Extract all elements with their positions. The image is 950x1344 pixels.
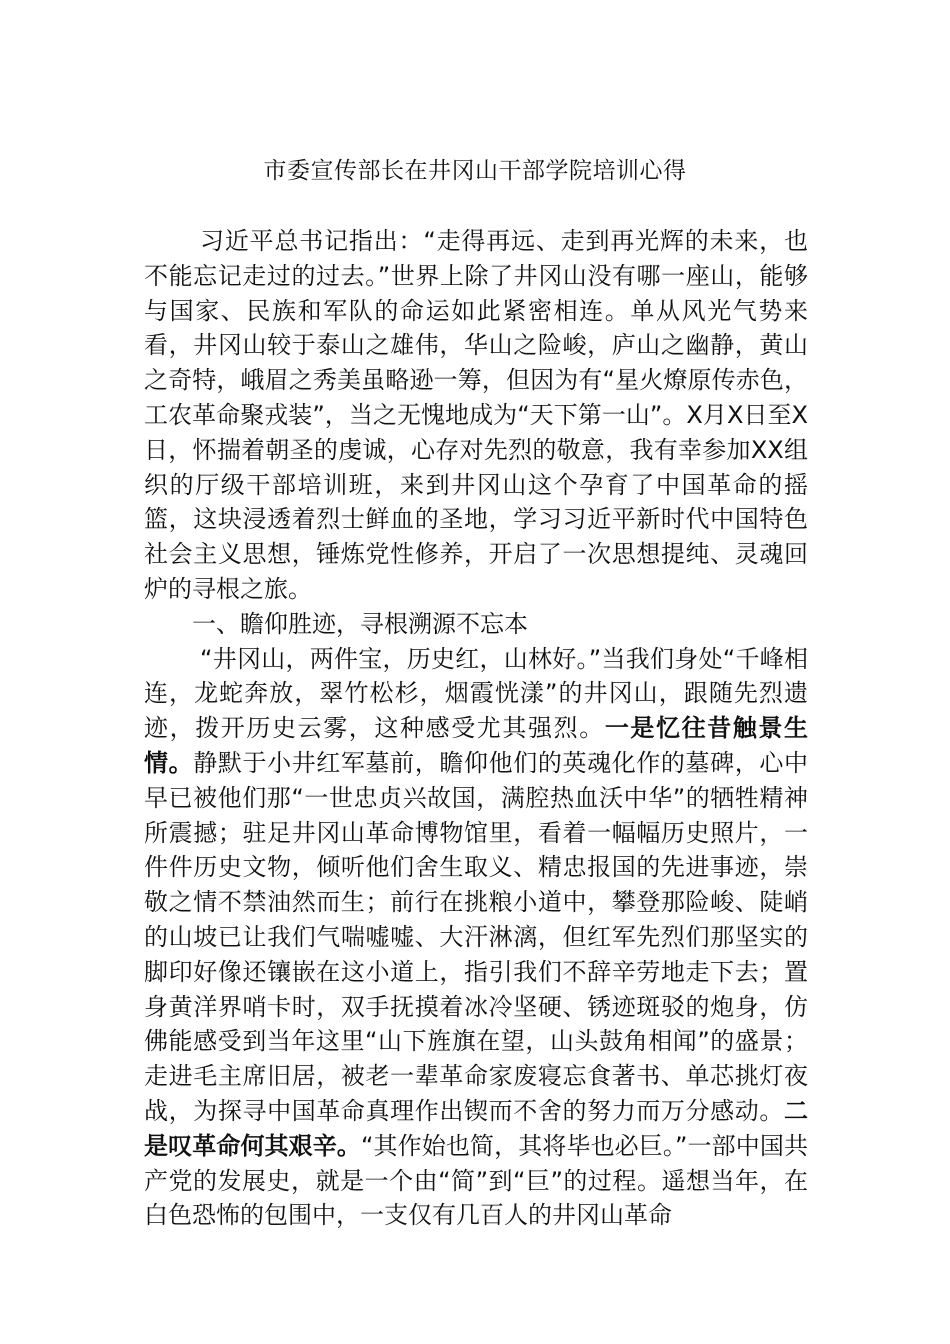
document-title: 市委宣传部长在井冈山干部学院培训心得	[263, 158, 687, 184]
paragraph-text: 静默于小井红军墓前，瞻仰他们的英魂化作的墓碑，心中早已被他们那“一世忠贞兴故国，满腔热血沃中华”的牺牲精神所震撼；驻足井冈山革命博物馆里，看着一幅幅历史照片，一件件历史文物，倾听他们舍生取义、精忠报国的先进事迹，崇敬之情不禁油然而生；前行在挑粮小道中，攀登那险峻、陡峭的山坡已让我们气喘嘘嘘、大汗淋漓，但红军先烈们那坚实的脚印好像还镶嵌在这小道上，指引我们不辞辛劳地走下去；置身黄洋界哨卡时，双手抚摸着冰冷坚硬、锈迹斑驳的炮身，仿佛能感受到当年这里“山下旌旗在望，山头鼓角相闻”的盛景；走进毛主席旧居，被老一辈革命家废寝忘食著书、单芯挑灯夜战，为探寻中国革命真理作出锲而不舍的努力而万分感动。	[144, 748, 809, 1125]
bold-point-2: 二是叹革命何其艰辛。	[144, 1096, 808, 1160]
bold-point-1: 一是忆往昔触景生情。	[144, 714, 809, 777]
section-heading-1: 一、瞻仰胜迹，寻根溯源不忘本	[192, 609, 528, 638]
section-1-paragraph	[144, 642, 808, 1234]
intro-paragraph: 习近平总书记指出：“走得再远、走到再光辉的未来，也不能忘记走过的过去。”世界上除了井冈山没有哪一座山，能够与国家、民族和军队的命运如此紧密相连。单从风光气势来看，井冈山较于泰山之雄伟，华山之险峻，庐山之幽静，黄山之奇特，峨眉之秀美虽略逊一筹，但因为有“星火燎原传赤色，工农革命聚戎装”，当之无愧地成为“天下第一山”。X月X日至X日，怀揣着朝圣的虔诚，心存对先烈的敬意，我有幸参加XX组织的厅级干部培训班，来到井冈山这个孕育了中国革命的摇篮，这块浸透着烈士鲜血的圣地，学习习近平新时代中国特色社会主义思想，锤炼党性修养，开启了一次思想提纯、灵魂回炉的寻根之旅。	[144, 227, 808, 603]
paragraph-text: “井冈山，两件宝，历史红，山林好。”当我们身处“千峰相连，龙蛇奔放，翠竹松杉，烟霞恍漾”的井冈山，跟随先烈遗迹，拨开历史云雾，这种感受尤其强烈。	[144, 644, 808, 743]
document-body	[144, 224, 808, 1233]
paragraph-text: “其作始也简，其将毕也必巨。”一部中国共产党的发展史，就是一个由“简”到“巨”的过程。遥想当年，在白色恐怖的包围中，一支仅有几百人的井冈山革命	[144, 1131, 809, 1230]
